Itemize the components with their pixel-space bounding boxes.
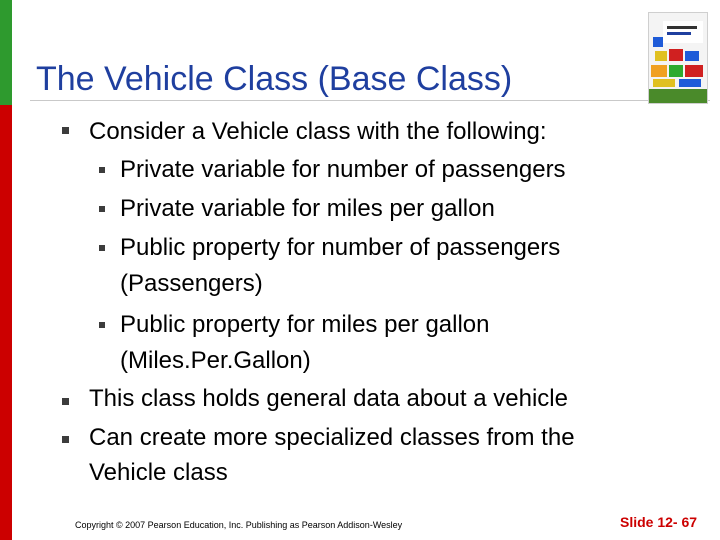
square-bullet-icon bbox=[99, 206, 105, 212]
footer-copyright: Copyright © 2007 Pearson Education, Inc. Publishing as Pearson Addison-Wesley bbox=[75, 520, 403, 530]
cover-brick bbox=[653, 37, 663, 47]
bullet-text: This class holds general data about a vehicle bbox=[89, 385, 568, 412]
sub-bullet-text: Public property for miles per gallon bbox=[120, 311, 490, 338]
cover-text-line bbox=[667, 32, 691, 35]
square-bullet-icon bbox=[99, 245, 105, 251]
title-divider bbox=[30, 100, 710, 101]
cover-brick bbox=[685, 51, 699, 61]
cover-text-line bbox=[667, 26, 697, 29]
bullet-text: Can create more specialized classes from the bbox=[89, 424, 575, 451]
left-accent-band-top bbox=[0, 0, 12, 105]
square-bullet-icon bbox=[62, 398, 69, 405]
sub-bullet-text: Private variable for number of passengers bbox=[120, 156, 566, 183]
bullet-text: Consider a Vehicle class with the following: bbox=[89, 118, 547, 145]
slide-title: The Vehicle Class (Base Class) bbox=[36, 60, 513, 98]
left-accent-band-bottom bbox=[0, 105, 12, 540]
bullet-text-continued: Vehicle class bbox=[89, 459, 228, 486]
cover-brick bbox=[685, 65, 703, 77]
book-cover-image bbox=[648, 12, 708, 104]
square-bullet-icon bbox=[99, 167, 105, 173]
sub-bullet-text-continued: (Miles.Per.Gallon) bbox=[120, 347, 311, 374]
cover-brick bbox=[655, 51, 667, 61]
sub-bullet-text: Public property for number of passengers bbox=[120, 234, 561, 261]
square-bullet-icon bbox=[62, 127, 69, 134]
slide-number: Slide 12- 67 bbox=[620, 514, 698, 530]
cover-brick bbox=[669, 49, 683, 61]
square-bullet-icon bbox=[99, 322, 105, 328]
cover-brick bbox=[651, 65, 667, 77]
square-bullet-icon bbox=[62, 436, 69, 443]
cover-brick bbox=[653, 79, 675, 87]
cover-bottom-strip bbox=[649, 89, 707, 103]
cover-brick bbox=[679, 79, 701, 87]
cover-brick bbox=[669, 65, 683, 77]
sub-bullet-text-continued: (Passengers) bbox=[120, 270, 263, 297]
sub-bullet-text: Private variable for miles per gallon bbox=[120, 195, 495, 222]
